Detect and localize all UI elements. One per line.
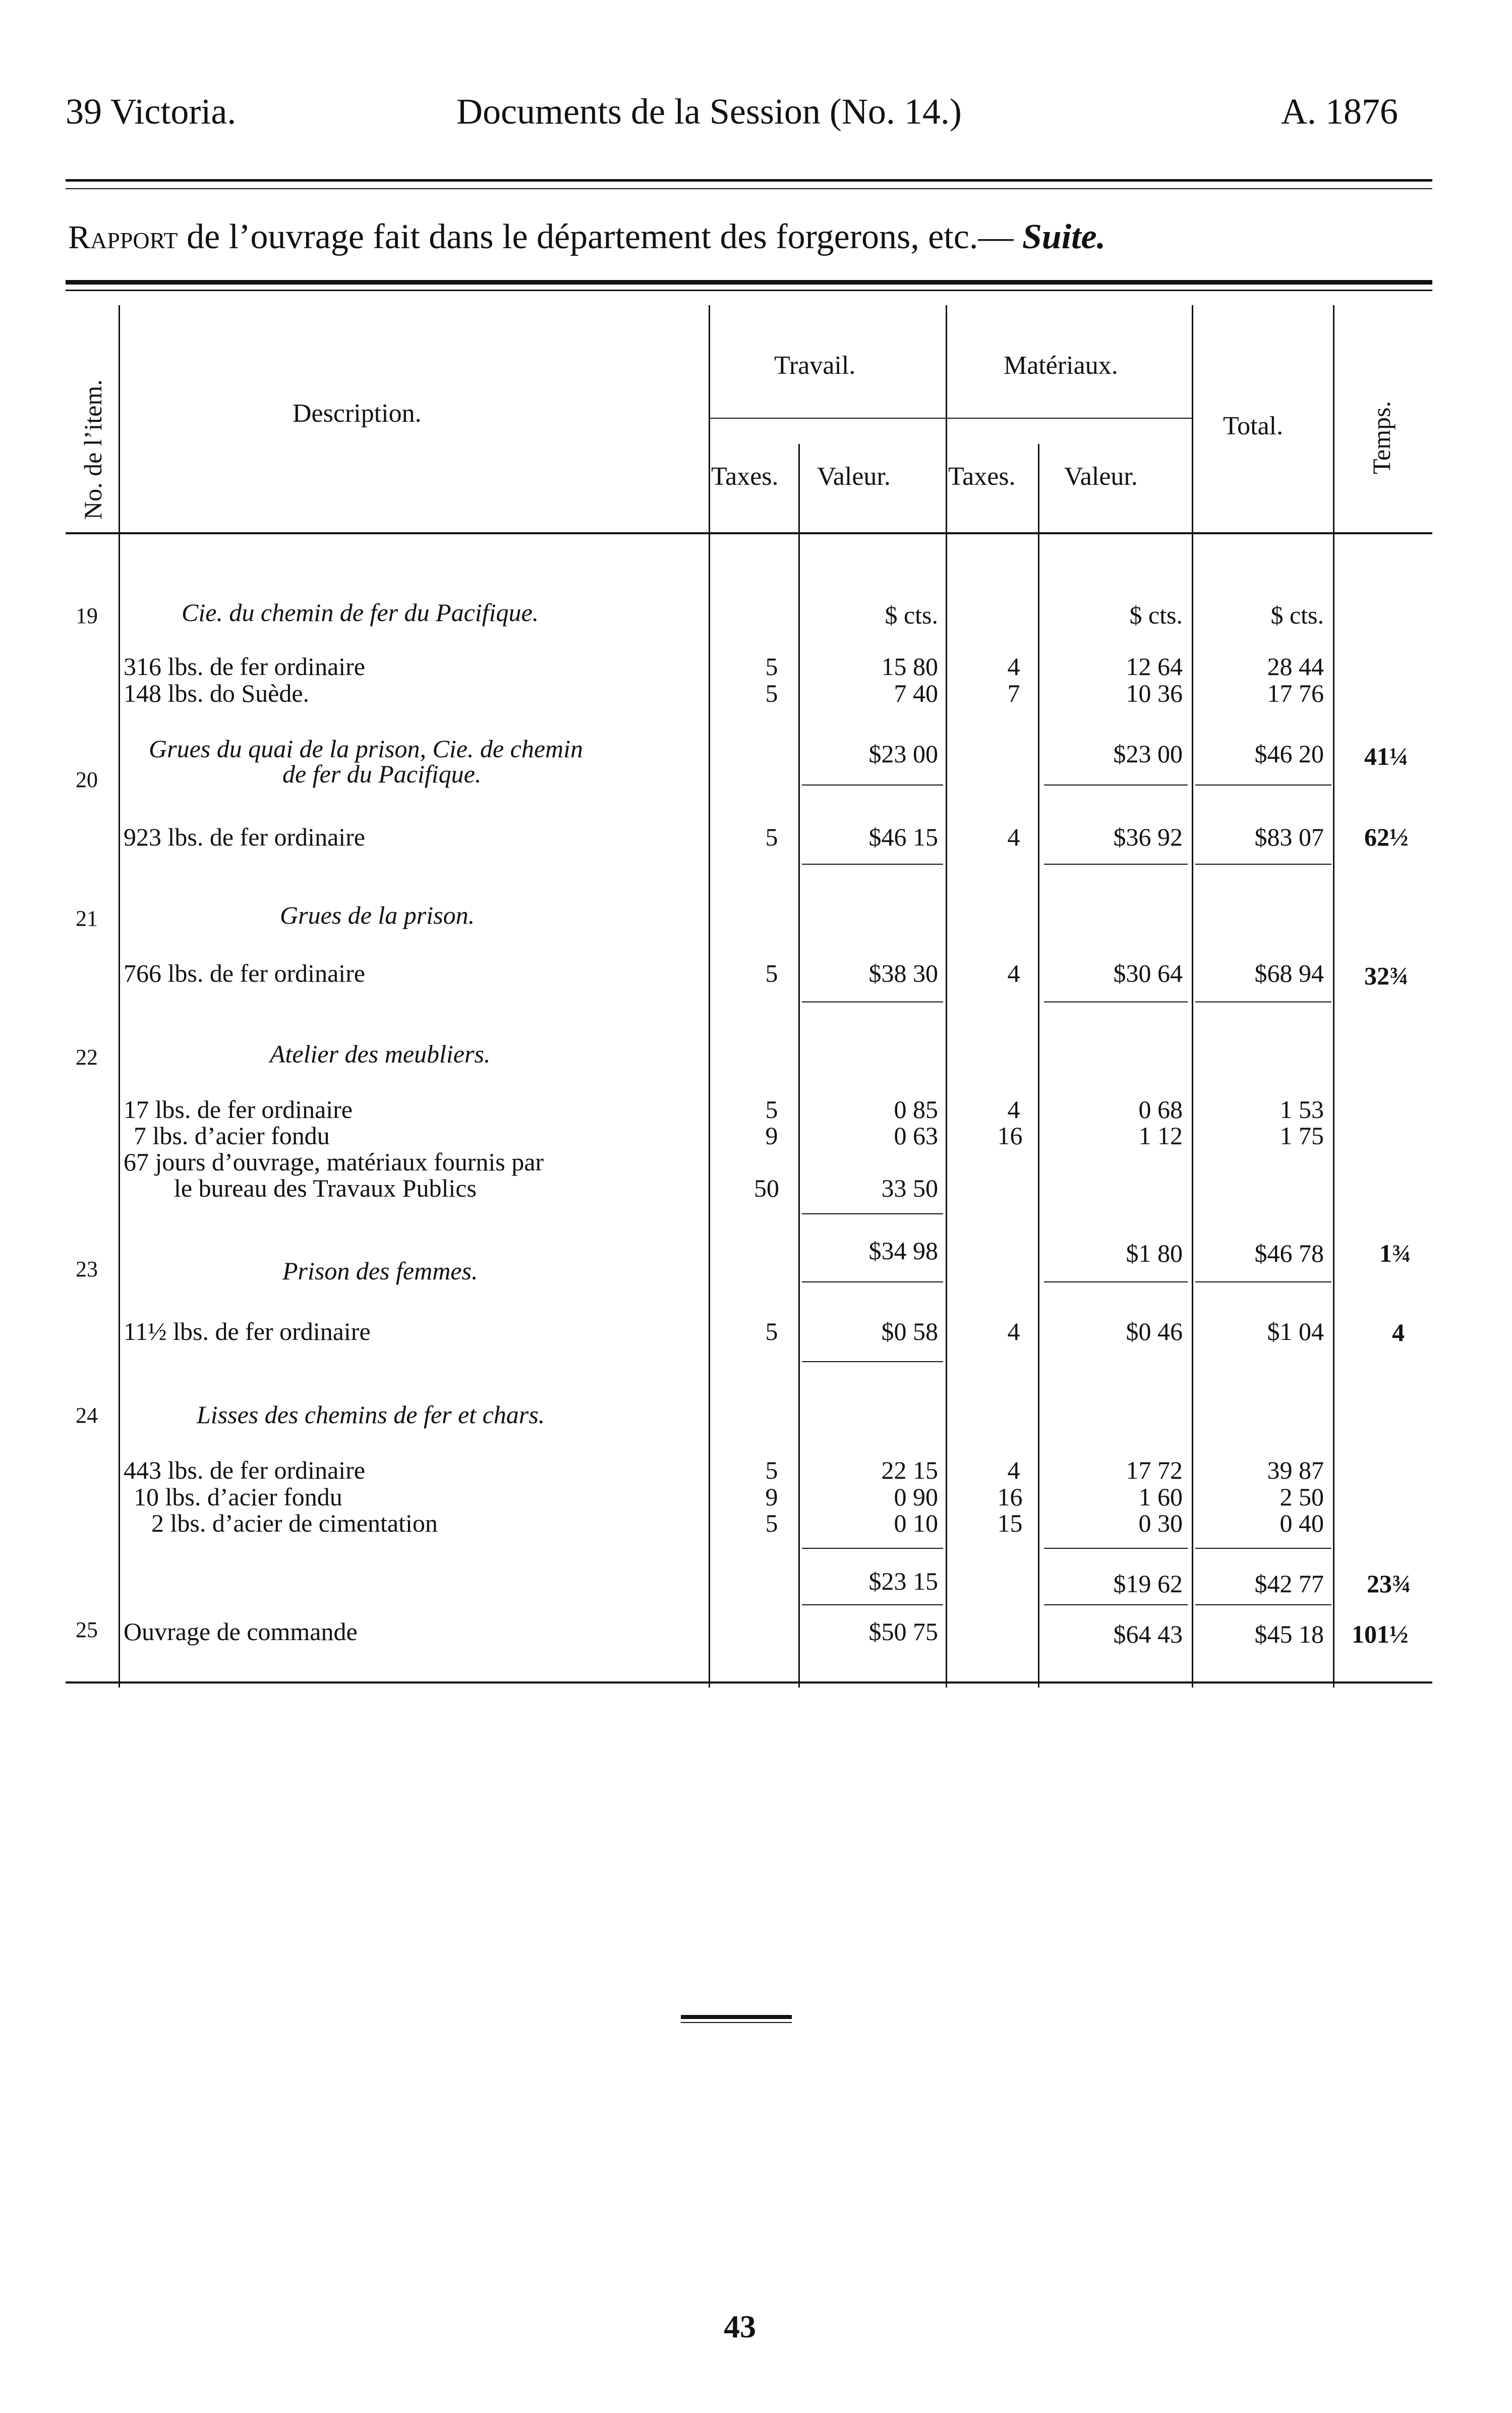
- line-materiaux-taxes: 4: [1007, 1095, 1020, 1124]
- unit-total: $ cts.: [1270, 601, 1324, 629]
- line-travail-taxes: 5: [765, 1095, 778, 1124]
- sum-rule: [1044, 1548, 1188, 1549]
- subtotal-temps: 41¼: [1364, 742, 1409, 770]
- item-heading: Lisses des chemins de fer et chars.: [197, 1400, 545, 1429]
- line-travail-valeur: 22 15: [881, 1456, 938, 1484]
- line-materiaux-valeur: 12 64: [1126, 652, 1183, 681]
- line-total: 39 87: [1267, 1456, 1324, 1484]
- line-desc: 766 lbs. de fer ordinaire: [124, 959, 366, 987]
- sum-rule: [802, 1001, 943, 1002]
- line-travail-taxes: 9: [765, 1483, 778, 1511]
- subtotal-materiaux: $19 62: [1113, 1569, 1183, 1598]
- line-desc: 316 lbs. de fer ordinaire: [124, 652, 366, 681]
- item-no: 19: [76, 603, 98, 628]
- line-materiaux-valeur: $64 43: [1113, 1620, 1183, 1648]
- line-desc: 443 lbs. de fer ordinaire: [124, 1456, 366, 1484]
- line-travail-valeur: $50 75: [868, 1617, 938, 1646]
- item-heading: Grues de la prison.: [280, 901, 475, 929]
- col-materiaux-taxes: Taxes.: [948, 462, 1016, 491]
- col-rule-item: [119, 305, 120, 1688]
- group-rule: [709, 418, 1192, 419]
- col-travail-valeur: Valeur.: [817, 462, 891, 491]
- line-travail-valeur: 7 40: [894, 679, 938, 707]
- item-no: 25: [76, 1617, 98, 1642]
- line-materiaux-taxes: 16: [997, 1121, 1023, 1150]
- col-total: Total.: [1223, 412, 1284, 440]
- item-heading: Atelier des meubliers.: [270, 1040, 491, 1068]
- line-desc: Ouvrage de commande: [124, 1617, 358, 1646]
- subtotal-temps: 23¾: [1367, 1569, 1411, 1598]
- line-materiaux-taxes: 7: [1007, 679, 1020, 707]
- line-travail-valeur: $0 58: [881, 1317, 938, 1345]
- line-materiaux-valeur: 10 36: [1126, 679, 1183, 707]
- line-materiaux-taxes: 4: [1007, 652, 1020, 681]
- line-desc: 17 lbs. de fer ordinaire: [124, 1095, 353, 1124]
- subtotal-total: $46 20: [1254, 740, 1324, 768]
- line-desc: 2 lbs. d’acier de cimentation: [151, 1509, 438, 1537]
- line-travail-taxes: 5: [765, 679, 778, 707]
- line-desc: 148 lbs. do Suède.: [124, 679, 310, 707]
- sum-rule: [1195, 864, 1331, 865]
- line-travail-taxes: 5: [765, 1509, 778, 1537]
- report-title: [68, 217, 1106, 257]
- sum-rule: [1044, 1604, 1188, 1605]
- sum-rule: [1044, 784, 1188, 785]
- line-materiaux-valeur: 17 72: [1126, 1456, 1183, 1484]
- item-no: 20: [76, 767, 98, 792]
- sum-rule: [1044, 1001, 1188, 1002]
- item-heading-cont: de fer du Pacifique.: [282, 760, 482, 788]
- sum-rule: [1044, 864, 1188, 865]
- line-travail-taxes: 5: [765, 1456, 778, 1484]
- col-temps: Temps.: [1367, 401, 1395, 474]
- col-travail: Travail.: [774, 351, 856, 380]
- header-year: A. 1876: [1281, 91, 1398, 132]
- subtotal-total: $42 77: [1254, 1569, 1324, 1598]
- line-desc: 11½ lbs. de fer ordinaire: [124, 1317, 371, 1345]
- line-total: $45 18: [1254, 1620, 1324, 1648]
- line-total: 2 50: [1280, 1483, 1324, 1511]
- header-rule: [66, 179, 1432, 182]
- sum-rule: [1195, 1281, 1331, 1282]
- line-materiaux-valeur: 1 12: [1138, 1121, 1183, 1150]
- sum-rule: [1195, 1548, 1331, 1549]
- line-desc: 67 jours d’ouvrage, matériaux fournis par: [124, 1148, 544, 1176]
- line-desc: 7 lbs. d’acier fondu: [134, 1121, 330, 1150]
- line-travail-taxes: 5: [765, 1317, 778, 1345]
- line-temps: 62½: [1364, 823, 1409, 851]
- sum-rule: [802, 784, 943, 785]
- line-desc: 923 lbs. de fer ordinaire: [124, 823, 366, 851]
- line-total: 0 40: [1280, 1509, 1324, 1537]
- sum-rule: [802, 1548, 943, 1549]
- line-travail-valeur: 15 80: [881, 652, 938, 681]
- item-heading: Cie. du chemin de fer du Pacifique.: [182, 598, 539, 627]
- table-top-rule: [66, 280, 1432, 285]
- item-heading: Prison des femmes.: [282, 1257, 478, 1285]
- col-rule-travail: [946, 305, 947, 1688]
- line-travail-valeur: 0 85: [894, 1095, 938, 1124]
- line-travail-taxes: 5: [765, 823, 778, 851]
- line-total: $1 04: [1267, 1317, 1324, 1345]
- item-no: 23: [76, 1257, 98, 1281]
- col-rule-ttaxes: [798, 444, 800, 1688]
- item-no: 21: [76, 906, 98, 931]
- unit-travail-valeur: $ cts.: [885, 601, 938, 629]
- line-total: 1 75: [1280, 1121, 1324, 1150]
- subtotal-travail: $23 00: [868, 740, 938, 768]
- line-materiaux-taxes: 15: [997, 1509, 1023, 1537]
- line-travail-valeur: 0 10: [894, 1509, 938, 1537]
- item-heading: Grues du quai de la prison, Cie. de chemin: [149, 735, 584, 763]
- line-materiaux-taxes: 4: [1007, 823, 1020, 851]
- subtotal-travail: $34 98: [868, 1237, 938, 1265]
- line-temps: 101½: [1352, 1620, 1409, 1648]
- sum-rule: [802, 1213, 943, 1214]
- subtotal-temps: 1¾: [1379, 1239, 1411, 1267]
- col-materiaux: Matériaux.: [1004, 351, 1118, 380]
- line-materiaux-taxes: 4: [1007, 1317, 1020, 1345]
- line-temps: 4: [1392, 1318, 1405, 1346]
- line-materiaux-taxes: 4: [1007, 959, 1020, 987]
- line-travail-taxes: 5: [765, 959, 778, 987]
- line-travail-valeur: $46 15: [868, 823, 938, 851]
- col-description: Description.: [293, 399, 422, 428]
- col-travail-taxes: Taxes.: [711, 462, 779, 491]
- sum-rule: [802, 1361, 943, 1362]
- end-rule: [681, 2015, 792, 2019]
- line-materiaux-valeur: $30 64: [1113, 959, 1183, 987]
- sum-rule: [1195, 1001, 1331, 1002]
- subtotal-total: $46 78: [1254, 1239, 1324, 1267]
- header-title: Documents de la Session (No. 14.): [456, 91, 962, 132]
- end-rule-thin: [681, 2022, 792, 2023]
- line-materiaux-valeur: 0 68: [1138, 1095, 1183, 1124]
- line-materiaux-taxes: 16: [997, 1483, 1023, 1511]
- line-travail-valeur: 0 90: [894, 1483, 938, 1511]
- col-rule-total: [1333, 305, 1334, 1688]
- item-no: 24: [76, 1403, 98, 1428]
- line-desc: 10 lbs. d’acier fondu: [134, 1483, 342, 1511]
- sum-rule: [802, 1281, 943, 1282]
- table-top-rule-thin: [66, 290, 1432, 291]
- line-travail-valeur: 0 63: [894, 1121, 938, 1150]
- sum-rule: [802, 864, 943, 865]
- col-rule-desc: [709, 305, 710, 1688]
- line-total: 1 53: [1280, 1095, 1324, 1124]
- line-materiaux-valeur: 1 60: [1138, 1483, 1183, 1511]
- line-travail-taxes: 9: [765, 1121, 778, 1150]
- unit-materiaux-valeur: $ cts.: [1129, 601, 1183, 629]
- header-bottom-rule: [66, 532, 1432, 534]
- line-total: $83 07: [1254, 823, 1324, 851]
- line-travail-valeur: 33 50: [881, 1174, 938, 1202]
- sum-rule: [1044, 1281, 1188, 1282]
- col-materiaux-valeur: Valeur.: [1064, 462, 1138, 491]
- line-total: 17 76: [1267, 679, 1324, 707]
- subtotal-materiaux: $23 00: [1113, 740, 1183, 768]
- page-number: 43: [724, 2309, 756, 2344]
- line-travail-taxes: 50: [754, 1174, 779, 1202]
- report-title-lead: Rapport: [68, 219, 178, 256]
- line-total: 28 44: [1267, 652, 1324, 681]
- col-item-no: No. de l’item.: [79, 379, 107, 520]
- report-title-text: de l’ouvrage fait dans le département des forgerons, etc.—: [187, 217, 1014, 256]
- col-rule-mtaxes: [1038, 444, 1039, 1688]
- header-session: 39 Victoria.: [66, 91, 237, 132]
- line-temps: 32¾: [1364, 962, 1409, 990]
- sum-rule: [1195, 1604, 1331, 1605]
- line-materiaux-valeur: 0 30: [1138, 1509, 1183, 1537]
- line-materiaux-valeur: $36 92: [1113, 823, 1183, 851]
- line-total: $68 94: [1254, 959, 1324, 987]
- item-no: 22: [76, 1045, 98, 1070]
- sum-rule: [1195, 784, 1331, 785]
- line-materiaux-taxes: 4: [1007, 1456, 1020, 1484]
- table-bottom-rule: [66, 1681, 1432, 1684]
- line-desc-cont: le bureau des Travaux Publics: [174, 1174, 477, 1202]
- report-title-suite: Suite.: [1022, 217, 1106, 256]
- subtotal-materiaux: $1 80: [1126, 1239, 1183, 1267]
- subtotal-travail: $23 15: [868, 1567, 938, 1595]
- line-materiaux-valeur: $0 46: [1126, 1317, 1183, 1345]
- line-travail-valeur: $38 30: [868, 959, 938, 987]
- col-rule-materiaux: [1192, 305, 1193, 1688]
- sum-rule: [802, 1604, 943, 1605]
- header-rule-thin: [66, 188, 1432, 189]
- line-travail-taxes: 5: [765, 652, 778, 681]
